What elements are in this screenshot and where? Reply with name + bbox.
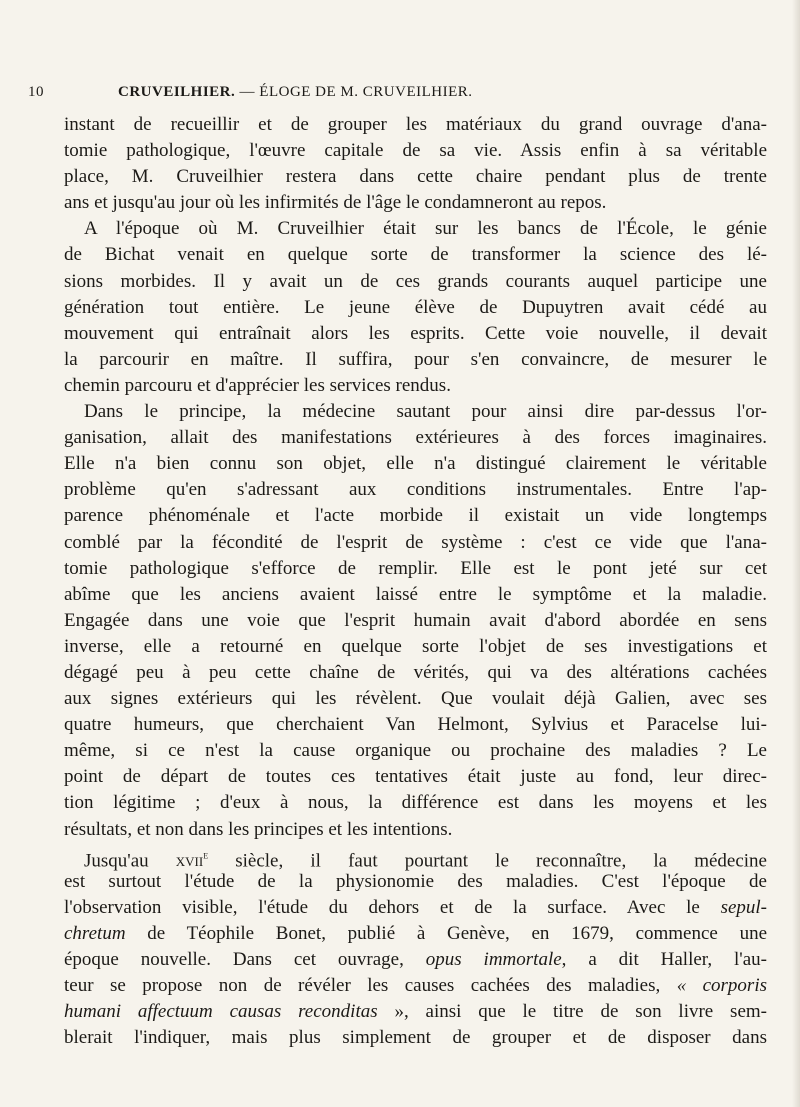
text-line: ganisation, allait des manifestations extérieures à des forces imaginaires. <box>64 427 767 449</box>
text-line-rich: Jusqu'au xvii$^e$ siècle, il faut pourtant le reconnaître, la médecine <box>84 849 767 871</box>
text-line: dégagé peu à peu cette chaîne de vérités, qui va des altérations cachées <box>64 661 767 683</box>
text-line: Dans le principe, la médecine sautant pour ainsi dire par-dessus l'or- <box>84 401 767 423</box>
text-line: chemin parcouru et d'apprécier les services rendus. <box>64 374 451 396</box>
italic-phrase: sepul- <box>720 896 767 918</box>
text-line: tomie pathologique, l'œuvre capitale de sa vie. Assis enfin à sa véritable <box>64 140 767 162</box>
text-line: point de départ de toutes ces tentatives était juste au fond, leur direc- <box>64 766 767 788</box>
text-line: mouvement qui entraînait alors les esprits. Cette voie nouvelle, il devait <box>64 322 767 344</box>
text-line: ans et jusqu'au jour où les infirmités de l'âge le condamneront au repos. <box>64 192 607 214</box>
text-line: blerait l'indiquer, mais plus simplement de grouper et de disposer dans <box>64 1027 767 1049</box>
page-edge-shadow <box>792 0 800 1107</box>
text-line: tion légitime ; d'eux à nous, la différence est dans les moyens et les <box>64 792 767 814</box>
running-head-author: CRUVEILHIER. <box>118 84 236 100</box>
text-line: de Bichat venait en quelque sorte de transformer la science des lé- <box>64 244 767 266</box>
text-line: parence phénoménale et l'acte morbide il existait un vide longtemps <box>64 505 767 527</box>
text-line-rich: humani affectuum causas reconditas », ainsi que le titre de son livre sem- <box>64 1001 767 1023</box>
text-line: Elle n'a bien connu son objet, elle n'a distingué clairement le véritable <box>64 453 767 475</box>
body-text <box>64 112 767 1051</box>
text-line-rich: teur se propose non de révéler les causes cachées des maladies, « corporis <box>64 975 768 997</box>
superscript: e <box>203 849 209 862</box>
running-head-title: — ÉLOGE DE M. CRUVEILHIER. <box>239 84 473 100</box>
text-line: instant de recueillir et de grouper les matériaux du grand ouvrage d'ana- <box>64 114 767 135</box>
text-line: aux signes extérieurs qui les révèlent. Que voulait déjà Galien, avec ses <box>64 688 767 710</box>
page-number: 10 <box>28 84 44 100</box>
text-line: A l'époque où M. Cruveilhier était sur les bancs de l'École, le génie <box>84 218 767 240</box>
text-line: sions morbides. Il y avait un de ces grands courants auquel participe une <box>64 270 767 292</box>
text-line-rich: époque nouvelle. Dans cet ouvrage, opus immortale, a dit Haller, l'au- <box>64 949 767 970</box>
text-line: inverse, elle a retourné en quelque sorte l'objet de ses investigations et <box>64 635 767 657</box>
text-line: résultats, et non dans les principes et les intentions. <box>64 818 453 840</box>
italic-phrase: opus immortale <box>425 949 562 970</box>
text-line: quatre humeurs, que cherchaient Van Helmont, Sylvius et Paracelse lui- <box>64 714 767 736</box>
italic-phrase: « corporis <box>676 975 768 997</box>
text-line: est surtout l'étude de la physionomie des maladies. C'est l'époque de <box>64 870 767 892</box>
text-line: génération tout entière. Le jeune élève de Dupuytren avait cédé au <box>64 296 767 318</box>
text-line: place, M. Cruveilhier restera dans cette chaire pendant plus de trente <box>64 166 767 188</box>
running-head <box>118 84 473 101</box>
text-line-rich: l'observation visible, l'étude du dehors et de la surface. Avec le sepul- <box>64 896 767 918</box>
text-line: Engagée dans une voie que l'esprit humain avait d'abord abordée en sens <box>64 609 767 631</box>
text-line: même, si ce n'est la cause organique ou prochaine des maladies ? Le <box>64 740 767 762</box>
text-line-rich: chretum de Téophile Bonet, publié à Genève, en 1679, commence une <box>64 922 767 944</box>
text-line: tomie pathologique s'efforce de remplir. Elle est le pont jeté sur cet <box>64 557 767 579</box>
century-numeral: xvii$^e$ <box>175 849 209 871</box>
text-line: abîme que les anciens avaient laissé entre le symptôme et la maladie. <box>64 583 767 605</box>
text-line: la parcourir en maître. Il suffira, pour s'en convaincre, de mesurer le <box>64 348 767 370</box>
italic-phrase: chretum <box>64 922 126 944</box>
page-header <box>28 84 768 106</box>
italic-phrase: humani affectuum causas reconditas <box>64 1001 378 1023</box>
text-line: problème qu'en s'adressant aux conditions instrumentales. Entre l'ap- <box>64 479 767 501</box>
text-line: comblé par la fécondité de l'esprit de système : c'est ce vide que l'ana- <box>64 531 767 553</box>
